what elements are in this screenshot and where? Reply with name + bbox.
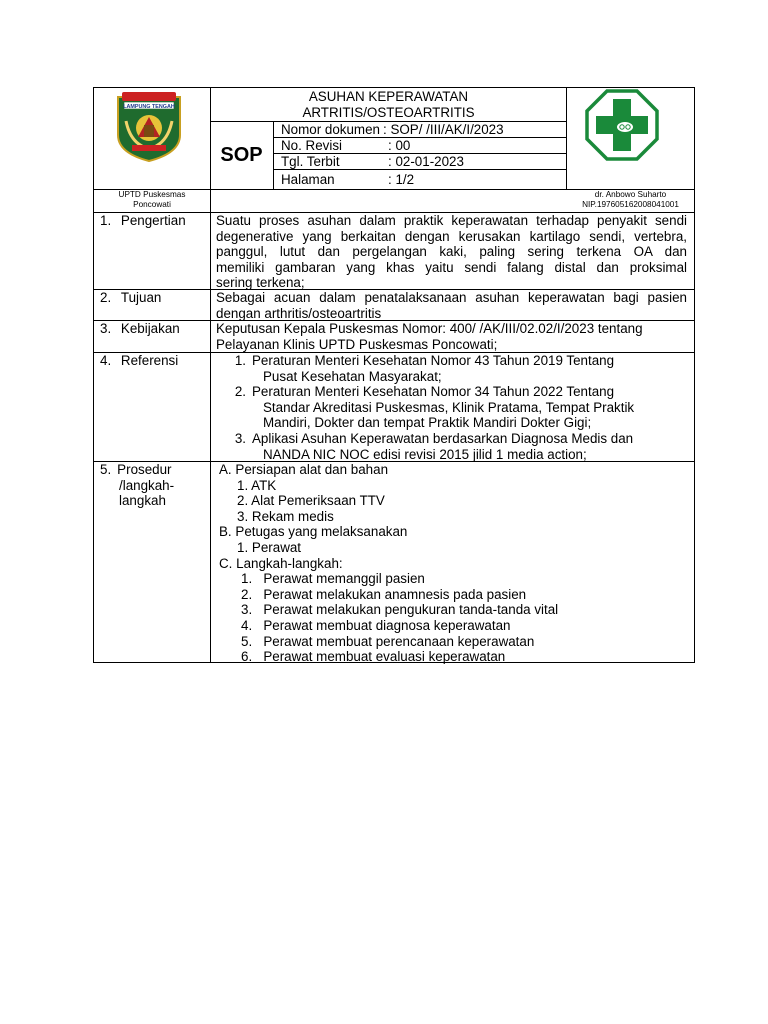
left-caption-line1: UPTD Puskesmas	[118, 190, 186, 199]
list-number: 2.	[237, 493, 249, 509]
section-number: 3.	[100, 321, 112, 336]
list-text: Peraturan Menteri Kesehatan Nomor 43 Tahun 2019 Tentang	[252, 353, 615, 368]
list-item	[219, 618, 687, 634]
section-title: Referensi	[120, 353, 179, 368]
section-label-kebijakan	[100, 321, 180, 337]
document-title-line2: ARTRITIS/OSTEOARTRITIS	[302, 105, 475, 120]
meta-label-revisi: No. Revisi	[281, 138, 343, 153]
list-text: Pusat Kesehatan Masyarakat;	[263, 368, 442, 384]
meta-label-terbit: Tgl. Terbit	[281, 154, 340, 169]
list-text: Alat Pemeriksaan TTV	[251, 493, 385, 509]
meta-value-halaman: : 1/2	[388, 172, 415, 187]
list-text: Rekam medis	[251, 508, 334, 524]
list-number: 1.	[234, 353, 246, 368]
list-text: Perawat membuat evaluasi keperawatan	[263, 649, 506, 665]
section-title: Prosedur	[117, 462, 172, 477]
section-content-referensi	[216, 353, 687, 462]
list-number: 5.	[241, 633, 253, 649]
list-item	[219, 571, 687, 587]
section-title: Pengertian	[120, 213, 186, 228]
list-text: ATK	[251, 477, 277, 493]
list-item	[216, 431, 687, 462]
list-text: Aplikasi Asuhan Keperawatan berdasarkan Diagnosa Medis dan	[252, 430, 634, 446]
sop-label: SOP	[220, 144, 263, 166]
section-label-tujuan	[100, 290, 161, 306]
list-text: Perawat memanggil pasien	[263, 571, 425, 587]
paragraph-line: sering terkena;	[216, 275, 305, 291]
left-caption-line2: Poncowati	[133, 200, 171, 209]
list-text: Standar Akreditasi Puskesmas, Klinik Pratama, Tempat Praktik	[263, 399, 635, 415]
paragraph-line: Pelayanan Klinis UPTD Puskesmas Poncowati;	[216, 336, 498, 352]
group-letter: C.	[219, 555, 233, 571]
list-number: 3.	[234, 430, 246, 446]
group-heading	[219, 462, 687, 478]
meta-value-terbit: : 02-01-2023	[388, 154, 464, 169]
signer-name: dr. Anbowo Suharto	[594, 190, 667, 199]
section-title: Kebijakan	[120, 321, 180, 336]
meta-value-nomor: : SOP/ /III/AK/I/2023	[383, 122, 504, 137]
list-number: 2.	[241, 586, 253, 602]
group-heading	[219, 524, 687, 540]
section-content-pengertian	[216, 213, 687, 291]
list-item	[219, 493, 687, 509]
list-item	[216, 353, 687, 384]
section-label-referensi	[100, 353, 178, 369]
list-text: Perawat melakukan anamnesis pada pasien	[263, 586, 527, 602]
list-text: Perawat membuat diagnosa keperawatan	[263, 617, 511, 633]
list-text: Peraturan Menteri Kesehatan Nomor 34 Tahun 2022 Tentang	[252, 384, 615, 400]
group-heading	[219, 556, 687, 572]
list-number: 1.	[241, 571, 253, 587]
list-item	[219, 509, 687, 525]
paragraph-line: dengan arthritis/osteoartritis	[216, 305, 382, 321]
list-text: Perawat melakukan pengukuran tanda-tanda vital	[263, 602, 559, 618]
section-number: 2.	[100, 290, 112, 305]
section-content-kebijakan	[216, 321, 687, 352]
list-item	[219, 649, 687, 665]
meta-value-revisi: : 00	[388, 138, 411, 153]
document-title-line1: ASUHAN KEPERAWATAN	[308, 89, 469, 104]
section-number: 4.	[100, 353, 112, 368]
list-number: 6.	[241, 649, 253, 665]
puskesmas-logo	[585, 89, 659, 161]
section-label-pengertian	[100, 213, 186, 229]
list-item	[219, 540, 687, 556]
section-number: 1.	[100, 213, 112, 228]
group-letter: A.	[219, 462, 232, 477]
lampung-tengah-logo	[114, 91, 184, 163]
list-item	[219, 587, 687, 603]
meta-label-nomor: Nomor dokumen	[281, 122, 380, 137]
list-text: Perawat	[251, 539, 302, 555]
section-content-prosedur	[219, 462, 687, 665]
list-number: 1.	[237, 477, 249, 493]
meta-label-halaman: Halaman	[281, 172, 335, 187]
list-item	[219, 602, 687, 618]
group-title: Petugas yang melaksanakan	[235, 524, 408, 540]
section-label-prosedur	[100, 462, 174, 509]
list-number: 1.	[237, 539, 249, 555]
paragraph-line: panggul, lutut dan pergelangan kaki, paling sering terkena OA dan	[216, 244, 687, 260]
group-title: Persiapan alat dan bahan	[235, 462, 389, 477]
list-number: 4.	[241, 617, 253, 633]
list-item	[219, 478, 687, 494]
list-number: 3.	[241, 602, 253, 618]
group-title: Langkah-langkah:	[236, 555, 343, 571]
svg-text:LAMPUNG TENGAH: LAMPUNG TENGAH	[123, 104, 175, 110]
list-item	[216, 384, 687, 431]
section-content-tujuan	[216, 290, 687, 321]
section-number: 5.	[100, 462, 112, 477]
section-title: /langkah-	[119, 477, 175, 493]
section-title: Tujuan	[120, 290, 162, 305]
list-text: Perawat membuat perencanaan keperawatan	[263, 633, 535, 649]
group-letter: B.	[219, 524, 232, 540]
paragraph-line: Suatu proses asuhan dalam praktik keperawatan terhadap penyakit sendi	[216, 213, 687, 228]
paragraph-line: Sebagai acuan dalam penatalaksanaan asuhan keperawatan bagi pasien	[216, 290, 687, 305]
list-number: 3.	[237, 508, 249, 524]
list-item	[219, 634, 687, 650]
paragraph-line: degenerative yang berkaitan dengan kerusakan kartilago sendi, vertebra,	[216, 228, 687, 244]
section-title: langkah	[119, 493, 166, 509]
list-text: Mandiri, Dokter dan tempat Praktik Mandiri Dokter Gigi;	[263, 415, 592, 431]
paragraph-line: Keputusan Kepala Puskesmas Nomor: 400/ /AK/III/02.02/I/2023 tentang	[216, 321, 643, 336]
list-text: NANDA NIC NOC edisi revisi 2015 jilid 1 media action;	[263, 446, 587, 462]
list-number: 2.	[234, 384, 246, 400]
paragraph-line: memiliki gambaran yang khas yaitu sendi falang distal dan proksimal	[216, 259, 687, 275]
signer-nip: NIP.197605162008041001	[582, 200, 679, 209]
